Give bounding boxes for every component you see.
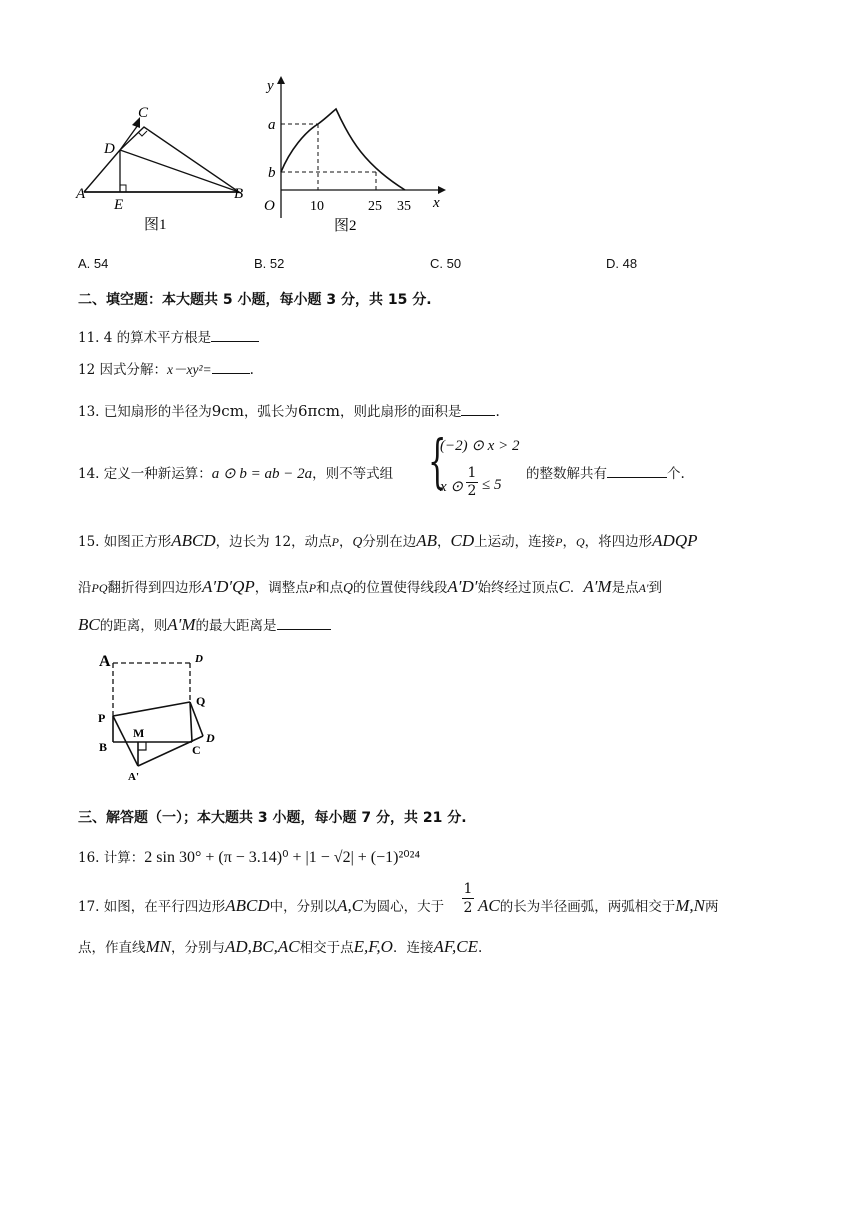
q15-q3: Q (343, 580, 353, 595)
q17-frac-den: 2 (463, 900, 473, 916)
q13-text-c: ，则此扇形的面积是 (339, 404, 462, 420)
fig1-label-c: C (138, 105, 149, 121)
question-11 (78, 326, 259, 346)
q15-ad2: A′D′ (447, 577, 478, 596)
q15-p3: P (308, 581, 317, 595)
q15-blank (277, 617, 331, 630)
q15fig-q: Q (196, 694, 206, 708)
q15-c3: ， (562, 534, 576, 550)
section-2-title: 二、填空题：本大题共 5 小题，每小题 3 分，共 15 分. (78, 292, 432, 308)
q17-ac2: AC (478, 896, 500, 915)
q17-t5: 两 (704, 899, 719, 915)
q14-text-c: 的整数解共有 (526, 466, 607, 482)
question-17-line-1 (78, 895, 444, 916)
q15-cd: CD (450, 531, 475, 550)
q17-mn2: MN (145, 937, 171, 956)
q15-t6: 沿 (78, 580, 92, 596)
fig2-origin: O (264, 198, 275, 214)
q15-pq: PQ (91, 581, 108, 595)
q15-t4: 上运动，连接 (474, 534, 556, 550)
q15-t12: ． (569, 580, 584, 596)
fig1-label-a: A (76, 186, 86, 202)
q12-num: 12 (78, 362, 96, 378)
q17-t8: 相交于点 (299, 940, 354, 956)
fig1-label-d: D (104, 141, 115, 157)
q15-a2: A′ (638, 581, 649, 595)
fig1-caption: 图1 (144, 217, 167, 233)
q15-adqp: ADQP (652, 531, 698, 550)
q13-text-b: ，弧长为 (243, 404, 298, 420)
q16-expression: 2 sin 30° + (π − 3.14)⁰ + |1 − √2| + (−1)²⁰²⁴ (144, 849, 421, 866)
fig1-label-e: E (114, 197, 124, 213)
q15-adqp2: A′D′QP (202, 577, 255, 596)
q17-fraction (462, 880, 474, 917)
q17-lines: AD,BC,AC (225, 937, 300, 956)
option-a: A. 54 (78, 256, 109, 271)
q15-t1: 15. 如图正方形 (78, 534, 172, 550)
q15-c1: ， (338, 534, 353, 550)
q15fig-d: D (195, 653, 203, 665)
q15-abcd: ABCD (171, 531, 216, 550)
q14-text-a: 14. 定义一种新运算： (78, 466, 212, 482)
q12-end: . (249, 362, 254, 378)
q13-blank (461, 403, 495, 416)
q15-t2: ，边长为 12，动点 (215, 534, 332, 550)
question-17-line-2 (78, 936, 482, 957)
q15-q: Q (352, 534, 363, 549)
q15-t16: 的最大距离是 (195, 618, 277, 634)
q15fig-m: M (133, 726, 145, 740)
q17-t6: 点，作直线 (78, 940, 146, 956)
question-15-line-2 (78, 576, 662, 597)
q14-inequality-1: (−2) ⊙ x > 2 (440, 438, 520, 454)
fig2-tick-a: a (268, 117, 276, 133)
q15-am: A′M (583, 577, 612, 596)
fig2-axis-x: x (433, 195, 440, 211)
option-c: C. 50 (430, 256, 462, 271)
fig1-label-b: B (234, 186, 244, 202)
q15-am2: A′M (167, 615, 196, 634)
section-3-title: 三、解答题（一）；本大题共 3 小题，每小题 7 分，共 21 分. (78, 810, 467, 826)
q16-text: 16. 计算： (78, 850, 145, 866)
q11-blank (211, 329, 259, 342)
q15-q2: Q (575, 535, 585, 549)
fig2-tick-10: 10 (310, 199, 324, 214)
q14-end: 个. (667, 466, 685, 482)
q15fig-c: C (192, 743, 201, 757)
q17-ac: A,C (337, 896, 364, 915)
q14-frac-den: 2 (467, 483, 477, 499)
fig2-tick-b: b (268, 165, 276, 181)
q15fig-a: A (99, 653, 111, 670)
q15fig-b: B (99, 740, 108, 754)
q14-frac-num: 1 (467, 465, 477, 481)
q12-expr: x－xy²= (166, 362, 212, 377)
q15-c: C (558, 577, 570, 596)
q14-tail (526, 462, 685, 482)
option-b: B. 52 (254, 256, 285, 271)
q14-inequality-2b: ≤ 5 (482, 477, 502, 493)
q17-t7: ，分别与 (171, 940, 225, 956)
q17-t2: 中，分别以 (269, 899, 338, 915)
q15fig-a2: A' (128, 771, 139, 783)
option-d: D. 48 (606, 256, 638, 271)
q15-t10: 的位置使得线段 (352, 580, 448, 596)
q15-t14: 到 (648, 580, 663, 596)
figure-2-graph (250, 70, 450, 240)
q15-t3: 分别在边 (362, 534, 417, 550)
q17-t1: 17. 如图，在平行四边形 (78, 899, 226, 915)
q17-abcd: ABCD (225, 896, 270, 915)
q15fig-d2: D (206, 731, 215, 745)
q13-arc: 6πcm (297, 402, 340, 420)
q14-brace: { (428, 427, 447, 495)
question-12 (78, 358, 254, 378)
q11-text: 11. 4 的算术平方根是 (78, 330, 212, 346)
q15-t5: ，将四边形 (584, 534, 653, 550)
q15-p: P (331, 535, 339, 549)
question-15-line-1 (78, 530, 697, 551)
q17-t9: ．连接 (392, 940, 434, 956)
q15-bc: BC (78, 615, 100, 634)
q17-t3: 为圆心，大于 (363, 899, 445, 915)
q17-points: E,F,O (353, 937, 393, 956)
q12-text: 因式分解： (99, 362, 167, 378)
q17-t4: 的长为半径画弧，两弧相交于 (499, 899, 676, 915)
q13-radius: 9cm (211, 402, 244, 420)
q15-p2: P (555, 535, 563, 549)
q14-inequality-2a: x ⊙ (440, 479, 463, 495)
q15-c2: ， (437, 534, 451, 550)
q14-text-b: ，则不等式组 (312, 466, 394, 482)
q14-fraction (466, 465, 478, 500)
q14-definition: a ⊙ b = ab − 2a (211, 466, 313, 482)
q15-t13: 是点 (611, 580, 639, 596)
q12-blank (212, 361, 250, 374)
fig2-axis-y: y (267, 78, 274, 94)
q13-end: . (495, 404, 500, 420)
fig2-caption: 图2 (334, 218, 357, 234)
q17-t10: . (478, 940, 483, 956)
q17-frac-num: 1 (463, 881, 473, 897)
q17-mn: M,N (675, 896, 705, 915)
figure-q15-square (92, 648, 242, 788)
fig2-tick-25: 25 (368, 199, 382, 214)
q15-t7: 翻折得到四边形 (107, 580, 202, 596)
q15fig-p: P (98, 711, 106, 725)
q15-ab: AB (416, 531, 438, 550)
q15-t9: 和点 (316, 580, 344, 596)
question-17-line-1b (478, 895, 718, 916)
q17-connect: AF,CE (433, 937, 479, 956)
question-13 (78, 400, 500, 420)
fig2-tick-35: 35 (397, 199, 411, 214)
figure-1-triangle (70, 95, 260, 245)
q15-t15: 的距离，则 (99, 618, 168, 634)
question-14 (78, 462, 393, 483)
question-16 (78, 846, 420, 867)
q15-t8: ，调整点 (254, 580, 309, 596)
q13-text-a: 13. 已知扇形的半径为 (78, 404, 212, 420)
question-15-line-3 (78, 614, 331, 635)
q15-t11: 始终经过顶点 (477, 580, 559, 596)
q14-blank (607, 465, 667, 478)
